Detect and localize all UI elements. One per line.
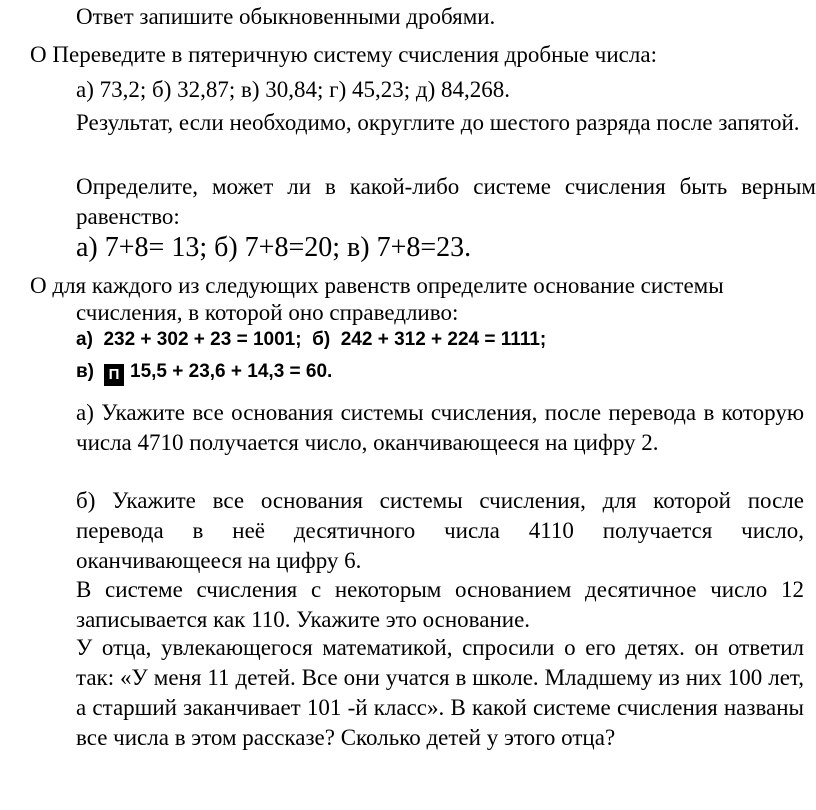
task3-equations-ab: а) 232 + 302 + 23 = 1001; б) 242 + 312 + 224 = 1111; xyxy=(76,329,547,350)
task4-b: б) Укажите все основания системы счисления, для которой после перевода в неё десятичного числа 4110 получается число, оканчивающееся на цифру 6. xyxy=(76,488,804,573)
task3-equation-v xyxy=(76,358,332,386)
task3-text-line2: счисления, в которой оно справедливо: xyxy=(76,300,459,325)
task3-eq-v-label: в) xyxy=(76,361,95,382)
task5-text: В системе счисления с некоторым основанием десятичное число 12 записывается как 110. Укажите это основание. xyxy=(76,577,804,632)
task4-a: а) Укажите все основания системы счисления, после перевода в которую числа 4710 получается число, оканчивающееся на цифру 2. xyxy=(76,400,804,455)
task3-eq-v-mark: П xyxy=(104,364,124,386)
task1-marker: О xyxy=(30,42,47,67)
task1-rounding: Результат, если необходимо, округлите до шестого разряда после запятой. xyxy=(76,110,800,135)
intro-text: Ответ запишите обыкновенными дробями. xyxy=(76,4,496,29)
task3-eq-v-text: 15,5 + 23,6 + 14,3 = 60. xyxy=(130,361,333,382)
task3-heading xyxy=(30,271,724,301)
task2-equations: а) 7+8= 13; б) 7+8=20; в) 7+8=23. xyxy=(76,232,472,263)
task1-numbers: а) 73,2; б) 32,87; в) 30,84; г) 45,23; д) 84,268. xyxy=(76,77,511,102)
task1-heading xyxy=(30,40,657,70)
task3-text-line1: для каждого из следующих равенств определите основание системы xyxy=(52,273,724,298)
task6-text: У отца, увлекающегося математикой, спросили о его детях. он ответил так: «У меня 11 детей. Все они учатся в школе. Младшему из них 100 лет, а старший заканчивает 101 -й класс». В какой системе счисления названы все числа в этом рассказе? Сколько детей у этого отца? xyxy=(76,635,804,750)
task3-marker: О xyxy=(30,273,47,298)
task2-text: Определите, может ли в какой-либо системе счисления быть верным равенство: xyxy=(76,174,816,229)
task1-text: Переведите в пятеричную систему счисления дробные числа: xyxy=(52,42,657,67)
